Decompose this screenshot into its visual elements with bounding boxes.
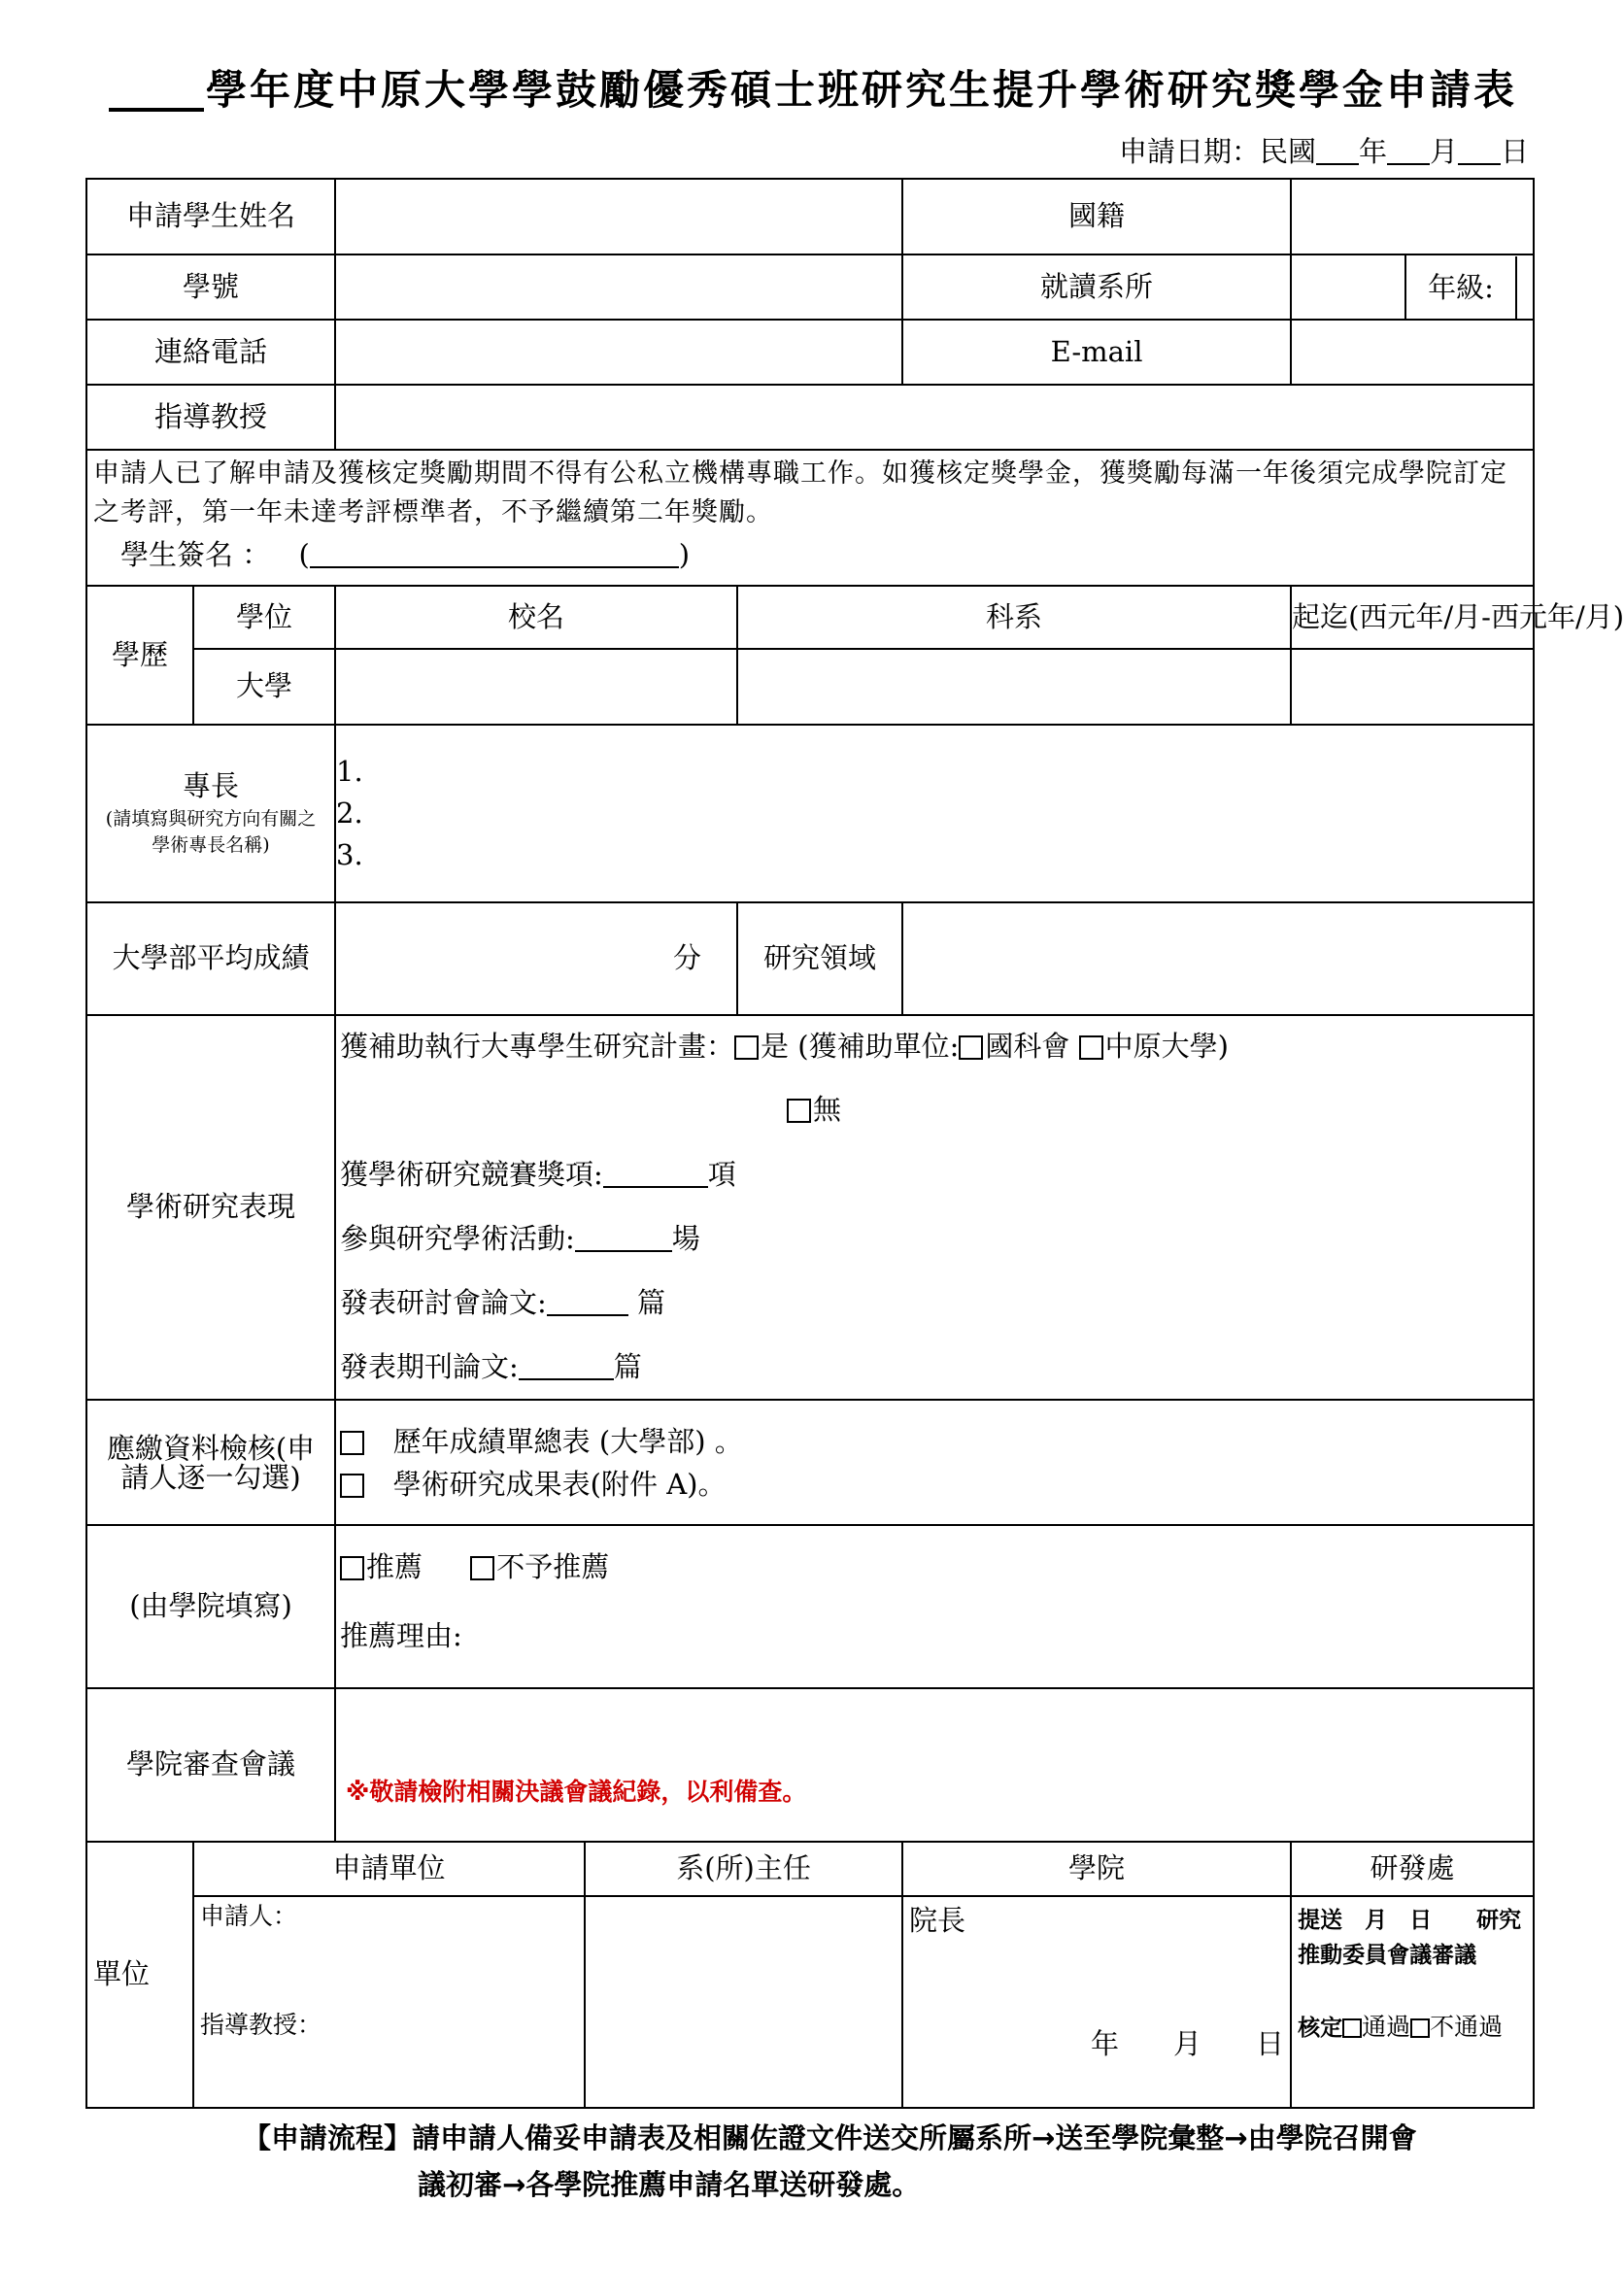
project-no-row: 無 — [340, 1076, 1527, 1142]
dean-sign-label: 院長 — [909, 1904, 966, 1937]
not-recommend-checkbox[interactable] — [470, 1556, 494, 1580]
awards-row: 獲學術研究競賽獎項: 項 — [340, 1158, 736, 1191]
grade-cell[interactable] — [1405, 254, 1534, 320]
college-recommend-cell — [335, 1525, 1534, 1688]
transcript-checkbox[interactable] — [340, 1431, 364, 1455]
cycu-checkbox[interactable] — [1079, 1035, 1103, 1060]
grade-label: 年級: — [1406, 256, 1517, 319]
phone-field[interactable] — [335, 320, 902, 385]
department-label: 就讀系所 — [902, 254, 1291, 320]
units-label: 單位 — [86, 1842, 193, 2108]
project-no-checkbox[interactable] — [787, 1099, 811, 1123]
research-field-label: 研究領域 — [737, 902, 902, 1015]
phone-label: 連絡電話 — [86, 320, 335, 385]
advisor-field[interactable] — [335, 385, 1534, 450]
college-fill-label: (由學院填寫) — [86, 1525, 335, 1688]
education-department-field[interactable] — [737, 649, 1291, 725]
checklist-label: 應繳資料檢核(申請人逐一勾選) — [86, 1400, 335, 1525]
gpa-label: 大學部平均成績 — [86, 902, 335, 1015]
checklist-item: 學術研究成果表(附件 A)。 — [340, 1463, 1527, 1506]
student-name-field[interactable] — [335, 179, 902, 254]
education-period-field[interactable] — [1291, 649, 1534, 725]
date-year-blank[interactable] — [1316, 136, 1359, 165]
application-date: 申請日期：民國 年 月 日 — [1118, 135, 1529, 168]
student-id-field[interactable] — [335, 254, 902, 320]
checklist-item: 歷年成績單總表 (大學部) 。 — [340, 1420, 1527, 1463]
rd-submit-text: 提送 月 日 研究推動委員會議審議 — [1298, 1908, 1522, 1968]
rd-approve-row: 核定 通過 不通過 — [1298, 2013, 1504, 2041]
awards-count-field[interactable] — [603, 1159, 708, 1188]
student-name-label: 申請學生姓名 — [86, 179, 335, 254]
applicant-sign-label: 申請人： — [200, 1902, 298, 1930]
education-school-field[interactable] — [335, 649, 737, 725]
expertise-field[interactable] — [335, 725, 1534, 902]
college-review-cell[interactable] — [335, 1688, 1534, 1842]
email-field[interactable] — [1291, 320, 1534, 385]
recommend-checkbox[interactable] — [340, 1556, 364, 1580]
form-title: 學年度中原大學學鼓勵優秀碩士班研究生提升學術研究獎學金申請表 — [109, 58, 1517, 126]
date-month-blank[interactable] — [1387, 136, 1430, 165]
gpa-unit: 分 — [673, 941, 702, 975]
application-flow-note: 【申請流程】請申請人備妥申請表及相關佐證文件送交所屬系所→送至學院彙整→由學院召開會 議初審→各學院推薦申請名單送研發處。 — [243, 2121, 1417, 2201]
academic-performance-cell — [335, 1015, 1534, 1400]
date-day-blank[interactable] — [1458, 136, 1501, 165]
recommend-row: 推薦 不予推薦 — [340, 1532, 1527, 1602]
research-results-checkbox[interactable] — [340, 1474, 364, 1498]
declaration-cell — [86, 450, 1534, 586]
units-header-chair: 系(所)主任 — [585, 1842, 902, 1896]
signature-row: 學生簽名 ： ( ) — [120, 538, 691, 571]
nationality-label: 國籍 — [902, 179, 1291, 254]
nationality-field[interactable] — [1291, 179, 1534, 254]
checklist-cell — [335, 1400, 1534, 1525]
expertise-label: 專長 — [183, 769, 240, 803]
research-field-input[interactable] — [902, 902, 1534, 1015]
education-header-department: 科系 — [737, 586, 1291, 649]
rd-pass-checkbox[interactable] — [1342, 2018, 1362, 2038]
units-header-rd: 研發處 — [1291, 1842, 1534, 1896]
college-sign-cell[interactable] — [902, 1896, 1291, 2108]
activities-count-field[interactable] — [575, 1223, 672, 1252]
academic-year-blank[interactable] — [109, 69, 204, 112]
education-header-school: 校名 — [335, 586, 737, 649]
expertise-label-cell — [86, 725, 335, 902]
review-note: ※敬請檢附相關決議會議紀錄，以利備查。 — [346, 1778, 807, 1807]
education-header-degree: 學位 — [193, 586, 335, 649]
conference-row: 發表研討會論文: 篇 — [340, 1286, 666, 1319]
gpa-field[interactable] — [335, 902, 737, 1015]
declaration-text: 申請人已了解申請及獲核定獎勵期間不得有公私立機構專職工作。如獲核定獎學金，獲獎勵每滿一年後須完成學院訂定之考評，第一年未達考評標準者，不予繼續第二年獎勵。 — [93, 458, 1507, 527]
expertise-note: (請填寫與研究方向有關之學術專長名稱) — [105, 807, 317, 857]
education-header-period: 起迄(西元年/月-西元年/月) — [1291, 586, 1534, 649]
student-id-label: 學號 — [86, 254, 335, 320]
education-degree-bachelor: 大學 — [193, 649, 335, 725]
journal-row: 發表期刊論文: 篇 — [340, 1350, 642, 1383]
department-field[interactable] — [1291, 254, 1405, 320]
expertise-item[interactable]: 3. — [336, 838, 363, 871]
units-header-applicant: 申請單位 — [193, 1842, 585, 1896]
advisor-label: 指導教授 — [86, 385, 335, 450]
project-row: 獲補助執行大專學生研究計畫： 是 (獲補助單位: 國科會 中原大學) — [340, 1030, 1229, 1063]
application-form-table — [85, 178, 1624, 2109]
chair-sign-cell[interactable] — [585, 1896, 902, 2108]
nsc-checkbox[interactable] — [959, 1035, 983, 1060]
rd-sign-cell[interactable] — [1291, 1896, 1534, 2108]
conference-count-field[interactable] — [547, 1287, 628, 1316]
academic-performance-label: 學術研究表現 — [86, 1015, 335, 1400]
college-review-label: 學院審查會議 — [86, 1688, 335, 1842]
expertise-item[interactable]: 2. — [336, 797, 363, 830]
advisor-sign-label: 指導教授： — [200, 2011, 322, 2039]
education-label: 學歷 — [86, 586, 193, 725]
rd-fail-checkbox[interactable] — [1410, 2018, 1430, 2038]
journal-count-field[interactable] — [519, 1351, 614, 1380]
units-header-college: 學院 — [902, 1842, 1291, 1896]
activities-row: 參與研究學術活動: 場 — [340, 1222, 700, 1255]
project-yes-checkbox[interactable] — [734, 1035, 759, 1060]
applicant-sign-cell[interactable] — [193, 1896, 585, 2108]
recommend-reason[interactable]: 推薦理由: — [340, 1619, 462, 1652]
expertise-item[interactable]: 1. — [336, 755, 363, 788]
dean-sign-date: 年 月 日 — [1091, 2027, 1285, 2060]
signature-field[interactable] — [310, 537, 679, 568]
email-label: E-mail — [902, 320, 1291, 385]
